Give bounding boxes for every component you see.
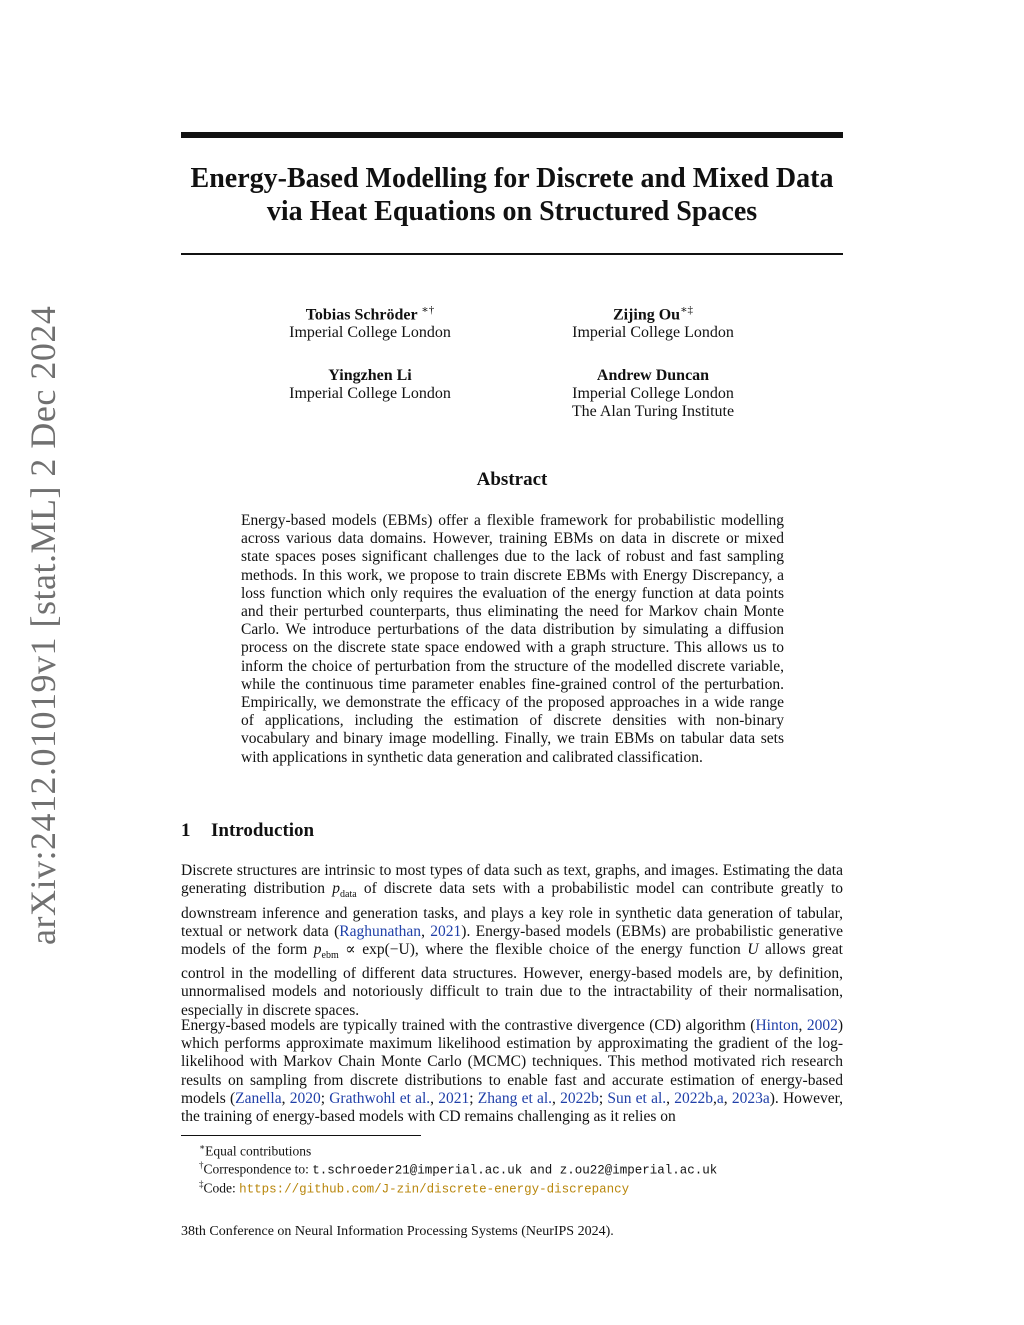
- author-marks: ∗‡: [680, 304, 694, 316]
- author-affiliation: Imperial College London: [289, 385, 451, 402]
- footnote-3: ‡Code: https://github.com/J-zin/discrete-energy-discrepancy: [199, 1179, 630, 1197]
- footnote-rule: [181, 1135, 421, 1136]
- author-block-3: [240, 367, 500, 403]
- abstract-text: Energy-based models (EBMs) offer a flexible framework for probabilistic modelling across various data domains. However, training EBMs on data in discrete or mixed state spaces poses significant challenges due to the lack of robust and fast sampling methods. In this work, we propose to train discrete EBMs with Energy Discrepancy, a loss function which only requires the evaluation of the energy function at data points and their perturbed counterparts, thus eliminating the need for Markov chain Monte Carlo. We introduce perturbations of the data distribution by simulating a diffusion process on the discrete state space endowed with a graph structure. This allows us to inform the choice of perturbation from the structure of the modelled discrete variable, while the continuous time parameter enables fine-grained control of the perturbation. Empirically, we demonstrate the efficacy of the proposed approaches in a wide range of applications, including the estimation of discrete densities with non-binary vocabulary and binary image modelling. Finally, we train EBMs on tabular data sets with applications in synthetic data generation and calibrated classification.: [241, 512, 784, 766]
- title-line-2: via Heat Equations on Structured Spaces: [266, 196, 758, 227]
- author-block-4: [523, 367, 783, 421]
- citation-link[interactable]: a: [716, 1089, 724, 1107]
- citation-link[interactable]: 2021: [430, 922, 462, 940]
- author-affiliation: Imperial College London: [572, 385, 734, 402]
- citation-link[interactable]: 2022b: [560, 1089, 599, 1107]
- citation-link[interactable]: 2020: [289, 1089, 321, 1107]
- title-rule-top: [181, 132, 843, 138]
- email-link[interactable]: t.schroeder21@imperial.ac.uk: [312, 1163, 523, 1178]
- author-affiliation-2: The Alan Turing Institute: [571, 403, 735, 420]
- author-block-2: [523, 301, 783, 342]
- intro-paragraph-1: Discrete structures are intrinsic to most types of data such as text, graphs, and images. Estimating the data generating distribution $p_{data}$ of discrete data sets with a probabilistic model can contribute greatly to downstream inference and generation tasks, and plays a key role in synthetic data generation of tabular, textual or network data (Raghunathan, 2021). Energy-based models (EBMs) are probabilistic generative models of the form $p_{ebm} \propto \exp(-U)$, where the flexible choice of the energy function U allows great control in the modelling of different data structures. However, energy-based models are, by definition, unnormalised models and notoriously difficult to train due to the intractability of their normalisation, especially in discrete spaces.: [181, 862, 844, 1019]
- author-block-1: [240, 301, 500, 342]
- citation-link[interactable]: 2021: [438, 1089, 470, 1107]
- section-number: 1: [181, 820, 191, 841]
- citation-link[interactable]: 2002: [806, 1017, 838, 1034]
- author-affiliation: Imperial College London: [289, 324, 451, 342]
- arxiv-identifier[interactable]: arXiv:2412.01019v1 [stat.ML] 2 Dec 2024: [23, 305, 63, 945]
- author-name: Zijing Ou: [612, 306, 681, 324]
- conference-note: 38th Conference on Neural Information Processing Systems (NeurIPS 2024).: [181, 1224, 614, 1239]
- citation-link[interactable]: Zhang et al.: [477, 1089, 553, 1107]
- citation-link[interactable]: Grathwohl et al.: [329, 1089, 431, 1107]
- author-marks: ∗†: [421, 304, 435, 316]
- author-affiliation: Imperial College London: [572, 324, 734, 342]
- abstract-heading: Abstract: [476, 469, 548, 490]
- email-link[interactable]: z.ou22@imperial.ac.uk: [559, 1163, 718, 1178]
- citation-link[interactable]: Sun et al.: [607, 1089, 667, 1107]
- citation-link[interactable]: 2023a: [731, 1089, 770, 1107]
- paper-title: [181, 162, 843, 228]
- footnote-2: †Correspondence to: t.schroeder21@imperial.ac.uk and z.ou22@imperial.ac.uk: [199, 1160, 718, 1178]
- title-rule-bottom: [181, 253, 843, 255]
- citation-link[interactable]: Zanella: [235, 1089, 282, 1107]
- section-title: Introduction: [211, 820, 315, 841]
- citation-link[interactable]: 2022b: [674, 1089, 713, 1107]
- author-name: Tobias Schröder: [305, 306, 418, 324]
- title-line-1: Energy-Based Modelling for Discrete and Mixed Data: [190, 163, 834, 194]
- footnote-1: ∗Equal contributions: [199, 1142, 312, 1159]
- author-name: Yingzhen Li: [328, 367, 412, 384]
- citation-link[interactable]: Raghunathan: [339, 922, 422, 940]
- intro-paragraph-2: Energy-based models are typically trained with the contrastive divergence (CD) algorithm (Hinton, 2002) which performs approximate maximum likelihood estimation by approximating the gradient of the log-likelihood with Markov Chain Monte Carlo (MCMC) techniques. This method motivated rich research results on sampling from discrete distributions to enable fast and accurate estimation of energy-based models (Zanella, 2020; Grathwohl et al., 2021; Zhang et al., 2022b; Sun et al., 2022b,a, 2023a). However, the training of energy-based models with CD remains challenging as it relies on: [181, 1017, 844, 1126]
- author-name: Andrew Duncan: [596, 367, 710, 384]
- code-url-link[interactable]: https://github.com/J-zin/discrete-energy-discrepancy: [239, 1182, 630, 1197]
- section-heading: [181, 820, 314, 842]
- citation-link[interactable]: Hinton: [755, 1017, 799, 1034]
